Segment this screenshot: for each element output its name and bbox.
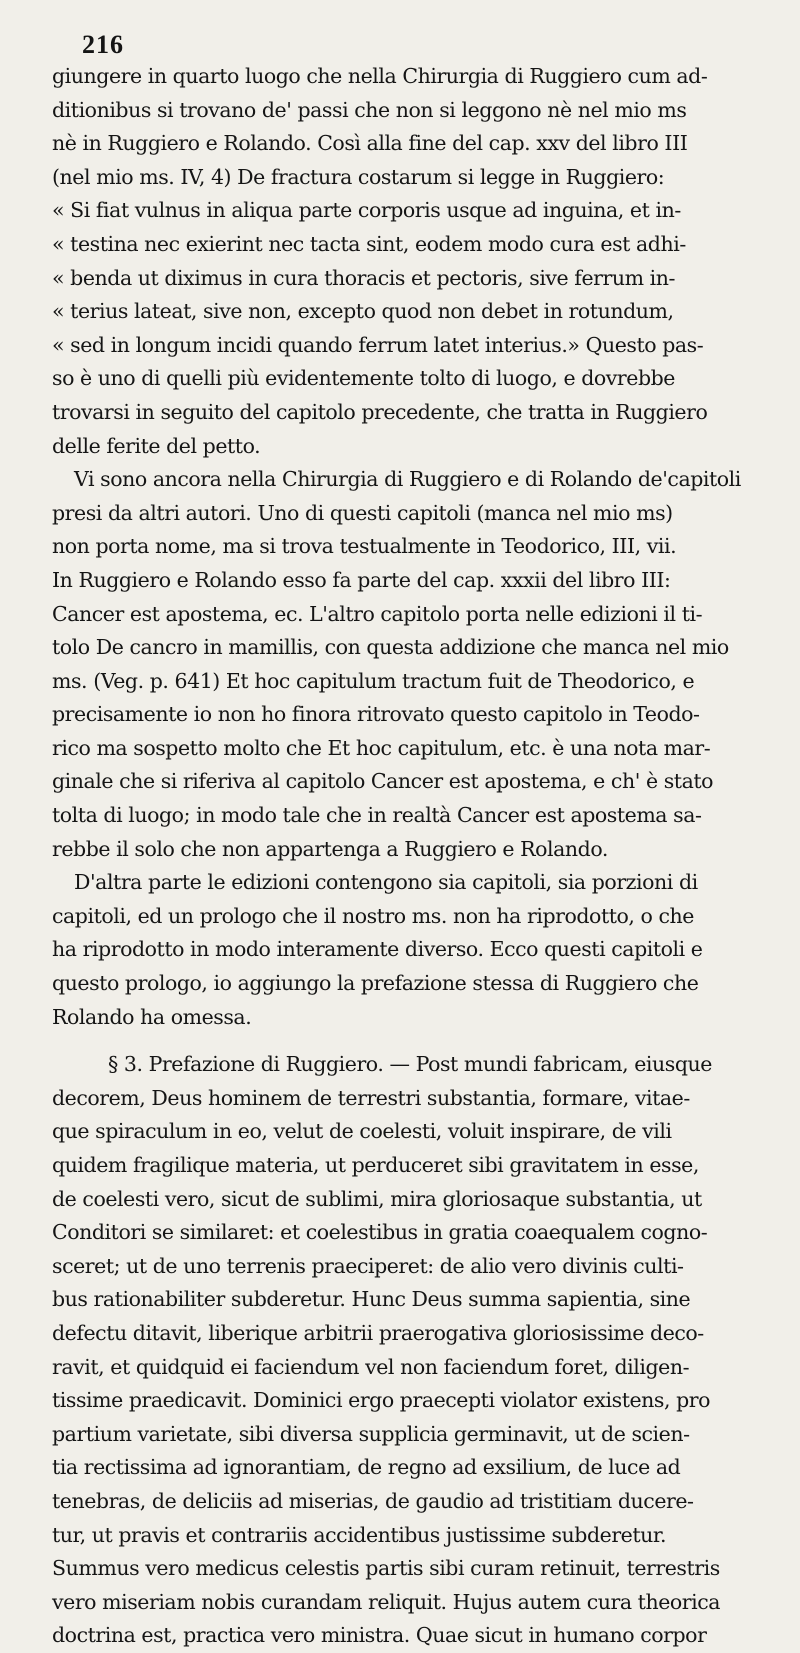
- text-line: ravit, et quidquid ei faciendum vel non faciendum foret, diligen-: [52, 1354, 690, 1379]
- text-line: tur, ut pravis et contrariis accidentibus justissime subderetur.: [52, 1522, 667, 1547]
- text-line: Conditori se similaret: et coelestibus in gratia coaequalem cogno-: [52, 1220, 708, 1245]
- text-line: delle ferite del petto.: [52, 433, 261, 458]
- text-line: non porta nome, ma si trova testualmente in Teodorico, III, vii.: [52, 534, 677, 559]
- text-line: « testina nec exierint nec tacta sint, eodem modo cura est adhi-: [52, 231, 686, 256]
- text-line: Summus vero medicus celestis partis sibi curam retinuit, terrestris: [52, 1556, 720, 1581]
- text-line: presi da altri autori. Uno di questi capitoli (manca nel mio ms): [52, 500, 673, 525]
- text-line: que spiraculum in eo, velut de coelesti, voluit inspirare, de vili: [52, 1119, 672, 1144]
- text-line: defectu ditavit, liberique arbitrii praerogativa gloriosissime deco-: [52, 1320, 704, 1345]
- text-line: ha riprodotto in modo interamente diverso. Ecco questi capitoli e: [52, 937, 703, 962]
- text-line: rebbe il solo che non appartenga a Ruggiero e Rolando.: [52, 836, 608, 861]
- page-number: 216: [82, 30, 124, 59]
- text-line: doctrina est, practica vero ministra. Quae sicut in humano corpor: [52, 1623, 707, 1648]
- text-line: bus rationabiliter subderetur. Hunc Deus summa sapientia, sine: [52, 1287, 691, 1312]
- text-line: tolta di luogo; in modo tale che in realtà Cancer est apostema sa-: [52, 803, 702, 828]
- text-line: precisamente io non ho finora ritrovato questo capitolo in Teodo-: [52, 702, 700, 727]
- text-line: (nel mio ms. IV, 4) De fractura costarum si legge in Ruggiero:: [52, 164, 665, 189]
- text-line: tissime praedicavit. Dominici ergo praecepti violator existens, pro: [52, 1388, 711, 1413]
- text-line: « terius lateat, sive non, excepto quod non debet in rotundum,: [52, 299, 674, 324]
- text-block: [52, 60, 762, 1653]
- text-line: questo prologo, io aggiungo la prefazione stessa di Ruggiero che: [52, 971, 699, 996]
- text-line: sceret; ut de uno terrenis praeciperet: de alio vero divinis culti-: [52, 1253, 684, 1278]
- text-line: vero miseriam nobis curandam reliquit. Hujus autem cura theorica: [52, 1589, 721, 1614]
- text-line: D'altra parte le edizioni contengono sia capitoli, sia porzioni di: [74, 870, 698, 895]
- text-line: quidem fragilique materia, ut perduceret sibi gravitatem in esse,: [52, 1153, 699, 1177]
- text-line: « benda ut diximus in cura thoracis et pectoris, sive ferrum in-: [52, 265, 675, 290]
- text-line: ms. (Veg. p. 641) Et hoc capitulum tractum fuit de Theodorico, e: [52, 668, 695, 693]
- text-line: tolo De cancro in mamillis, con questa addizione che manca nel mio: [52, 635, 729, 660]
- text-line: « Si fiat vulnus in aliqua parte corporis usque ad inguina, et in-: [52, 198, 681, 223]
- text-line: nè in Ruggiero e Rolando. Così alla fine del cap. xxv del libro III: [52, 131, 688, 156]
- text-line: capitoli, ed un prologo che il nostro ms. non ha riprodotto, o che: [52, 903, 694, 928]
- text-line: § 3. Prefazione di Ruggiero. — Post mundi fabricam, eiusque: [108, 1052, 712, 1077]
- text-line: Vi sono ancora nella Chirurgia di Ruggiero e di Rolando de'capitoli: [74, 467, 741, 492]
- text-line: tenebras, de deliciis ad miserias, de gaudio ad tristitiam ducere-: [52, 1488, 694, 1513]
- text-line: trovarsi in seguito del capitolo precedente, che tratta in Ruggiero: [52, 399, 708, 424]
- text-line: Cancer est apostema, ec. L'altro capitolo porta nelle edizioni il ti-: [52, 601, 703, 626]
- text-line: ditionibus si trovano de' passi che non si leggono nè nel mio ms: [52, 97, 687, 122]
- text-line: ginale che si riferiva al capitolo Cancer est apostema, e ch' è stato: [52, 769, 714, 794]
- text-line: de coelesti vero, sicut de sublimi, mira gloriosaque substantia, ut: [52, 1186, 702, 1211]
- text-line: so è uno di quelli più evidentemente tolto di luogo, e dovrebbe: [52, 366, 675, 391]
- text-line: giungere in quarto luogo che nella Chirurgia di Ruggiero cum ad-: [52, 64, 708, 88]
- text-line: tia rectissima ad ignorantiam, de regno ad exsilium, de luce ad: [52, 1455, 681, 1480]
- text-line: In Ruggiero e Rolando esso fa parte del cap. xxxii del libro III:: [52, 567, 671, 592]
- text-line: « sed in longum incidi quando ferrum latet interius.» Questo pas-: [52, 332, 704, 357]
- text-line: partium varietate, sibi diversa supplicia germinavit, ut de scien-: [52, 1421, 690, 1446]
- text-line: Rolando ha omessa.: [52, 1004, 252, 1029]
- text-line: rico ma sospetto molto che Et hoc capitulum, etc. è una nota mar-: [52, 735, 711, 760]
- text-line: decorem, Deus hominem de terrestri substantia, formare, vitae-: [52, 1085, 690, 1110]
